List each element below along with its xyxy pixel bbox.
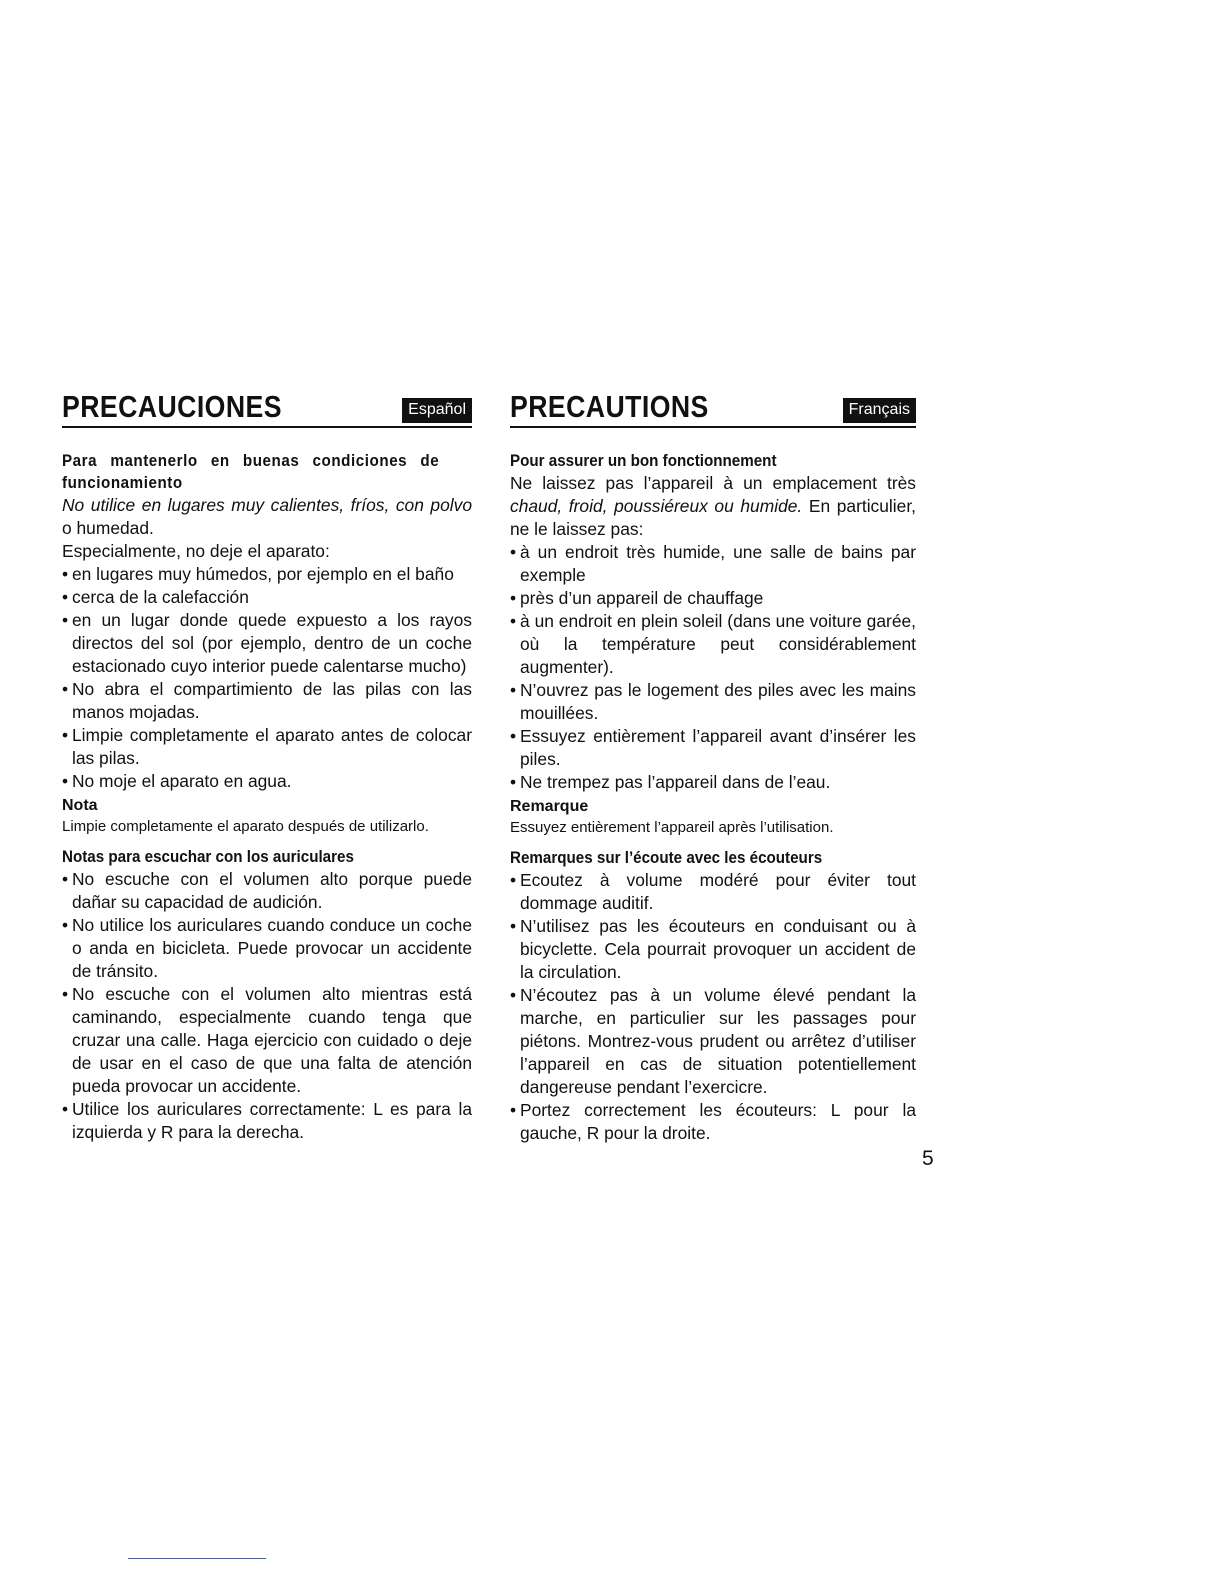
intro-rest: o humedad. [62, 518, 154, 538]
list-item: • en lugares muy húmedos, por ejemplo en el baño [62, 563, 472, 586]
list-item: • No utilice los auriculares cuando conduce un coche o anda en bicicleta. Puede provocar un accidente de tránsito. [62, 914, 472, 983]
footnote-divider [128, 1558, 266, 1559]
language-badge: Español [402, 398, 472, 423]
section-heading: Remarques sur l’écoute avec les écouteurs [510, 849, 823, 867]
french-header [510, 384, 916, 428]
page-title: PRECAUTIONS [510, 389, 709, 424]
list-item: • No abra el compartimiento de las pilas con las manos mojadas. [62, 678, 472, 724]
intro-paragraph [510, 472, 916, 541]
list-item: • près d’un appareil de chauffage [510, 587, 916, 610]
list-item: • N’ouvrez pas le logement des piles avec les mains mouillées. [510, 679, 916, 725]
note-heading: Nota [62, 797, 98, 814]
list-item: • Ecoutez à volume modéré pour éviter tout dommage auditif. [510, 869, 916, 915]
french-content [510, 450, 916, 1145]
bullet-list [62, 868, 472, 1144]
intro-italic: chaud, froid, poussiéreux ou humide. [510, 496, 803, 516]
list-item: • N’utilisez pas les écouteurs en conduisant ou à bicyclette. Cela pourrait provoquer un accident de la circulation. [510, 915, 916, 984]
spanish-header [62, 384, 472, 428]
list-item: • No escuche con el volumen alto porque puede dañar su capacidad de audición. [62, 868, 472, 914]
bullet-list [510, 541, 916, 794]
lead-text: Especialmente, no deje el aparato: [62, 541, 330, 561]
list-item: • Portez correctement les écouteurs: L pour la gauche, R pour la droite. [510, 1099, 916, 1145]
list-item: • à un endroit en plein soleil (dans une voiture garée, où la température peut considérablement augmenter). [510, 610, 916, 679]
page-number: 5 [922, 1147, 934, 1170]
bullet-list [510, 869, 916, 1145]
intro-paragraph [62, 494, 472, 540]
list-item: • Utilice los auriculares correctamente: L es para la izquierda y R para la derecha. [62, 1098, 472, 1144]
list-item: • N’écoutez pas à un volume élevé pendant la marche, en particulier sur les passages pour piétons. Montrez-vous prudent ou arrêtez d’utiliser l’appareil en cas de situation potentiellement dangereuse pendant l’exercicre. [510, 984, 916, 1099]
bullet-list [62, 563, 472, 793]
intro-plain: Ne laissez pas l’appareil à un emplacement très [510, 473, 916, 493]
french-column [510, 384, 916, 1145]
spanish-column [62, 384, 472, 1144]
list-item: • Essuyez entièrement l’appareil avant d’insérer les piles. [510, 725, 916, 771]
page-title: PRECAUCIONES [62, 389, 282, 424]
list-item: • Ne trempez pas l’appareil dans de l’eau. [510, 771, 916, 794]
section-heading: Pour assurer un bon fonctionnement [510, 452, 777, 470]
spanish-content [62, 450, 472, 1144]
section-heading: Para mantenerlo en buenas condiciones de funcionamiento [62, 452, 440, 492]
list-item: • No moje el aparato en agua. [62, 770, 472, 793]
list-item: • cerca de la calefacción [62, 586, 472, 609]
intro-italic: No utilice en lugares muy calientes, fríos, con polvo [62, 495, 472, 515]
intro-rest: En particulier, ne le laissez pas: [510, 496, 916, 539]
list-item: • à un endroit très humide, une salle de bains par exemple [510, 541, 916, 587]
note-text: Limpie completamente el aparato después de utilizarlo. [62, 818, 429, 835]
list-item: • en un lugar donde quede expuesto a los rayos directos del sol (por ejemplo, dentro de un coche estacionado cuyo interior puede calentarse mucho) [62, 609, 472, 678]
note-text: Essuyez entièrement l’appareil après l’utilisation. [510, 819, 834, 836]
language-badge: Français [843, 398, 916, 423]
section-heading: Notas para escuchar con los auriculares [62, 848, 354, 866]
list-item: • Limpie completamente el aparato antes de colocar las pilas. [62, 724, 472, 770]
list-item: • No escuche con el volumen alto mientras está caminando, especialmente cuando tenga que cruzar una calle. Haga ejercicio con cuidado o deje de usar en el caso de que una falta de atención pueda provocar un accidente. [62, 983, 472, 1098]
note-heading: Remarque [510, 798, 589, 815]
